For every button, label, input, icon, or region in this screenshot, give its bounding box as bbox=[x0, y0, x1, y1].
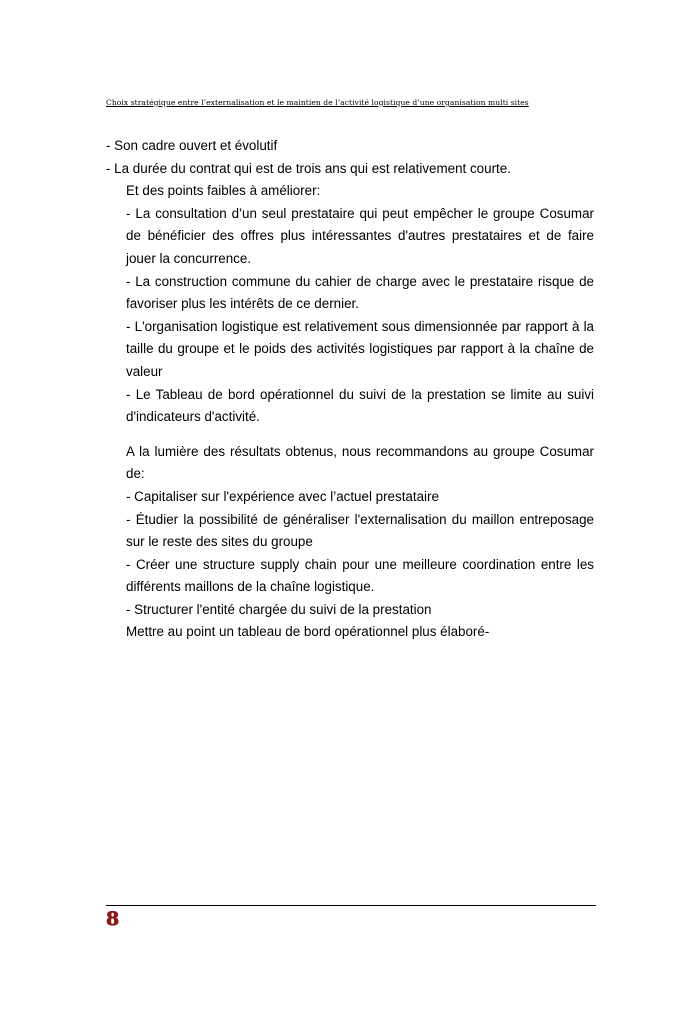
weakness-item: - La consultation d’un seul prestataire qui peut empêcher le groupe Cosumar de bénéficier des offres plus intéressantes d'autres prestataires et de faire jouer la concurrence. bbox=[126, 205, 594, 266]
strength-item: - La durée du contrat qui est de trois ans qui est relativement courte. bbox=[106, 160, 511, 176]
body-text bbox=[106, 135, 594, 644]
strength-item: - Son cadre ouvert et évolutif bbox=[106, 138, 278, 153]
running-header: Choix stratégique entre l’externalisation et le maintien de l’activité logistique d’une organisation multi sites bbox=[106, 98, 529, 107]
recommendation-item: - Structurer l'entité chargée du suivi de la prestation bbox=[126, 601, 432, 617]
weakness-item: - Le Tableau de bord opérationnel du suivi de la prestation se limite au suivi d'indicateurs d'activité. bbox=[126, 386, 594, 425]
weakness-item: - La construction commune du cahier de charge avec le prestataire risque de favoriser plus les intérêts de ce dernier. bbox=[126, 273, 594, 312]
weakness-item: - L'organisation logistique est relativement sous dimensionnée par rapport à la taille du groupe et le poids des activités logistiques par rapport à la chaîne de valeur bbox=[126, 318, 594, 379]
recommendation-item: - Étudier la possibilité de généraliser l'externalisation du maillon entreposage sur le reste des sites du groupe bbox=[126, 511, 594, 550]
recommendation-item: - Capitaliser sur l'expérience avec l’actuel prestataire bbox=[126, 488, 439, 504]
weaknesses-intro: Et des points faibles à améliorer: bbox=[126, 183, 321, 199]
recommendation-item: Mettre au point un tableau de bord opérationnel plus élaboré- bbox=[126, 624, 490, 640]
recommendations-intro: A la lumière des résultats obtenus, nous recommandons au groupe Cosumar de: bbox=[126, 443, 594, 482]
footer-rule bbox=[106, 905, 596, 906]
recommendation-item: - Créer une structure supply chain pour une meilleure coordination entre les différents maillons de la chaîne logistique. bbox=[126, 556, 594, 595]
page-number: 8 bbox=[106, 908, 120, 930]
